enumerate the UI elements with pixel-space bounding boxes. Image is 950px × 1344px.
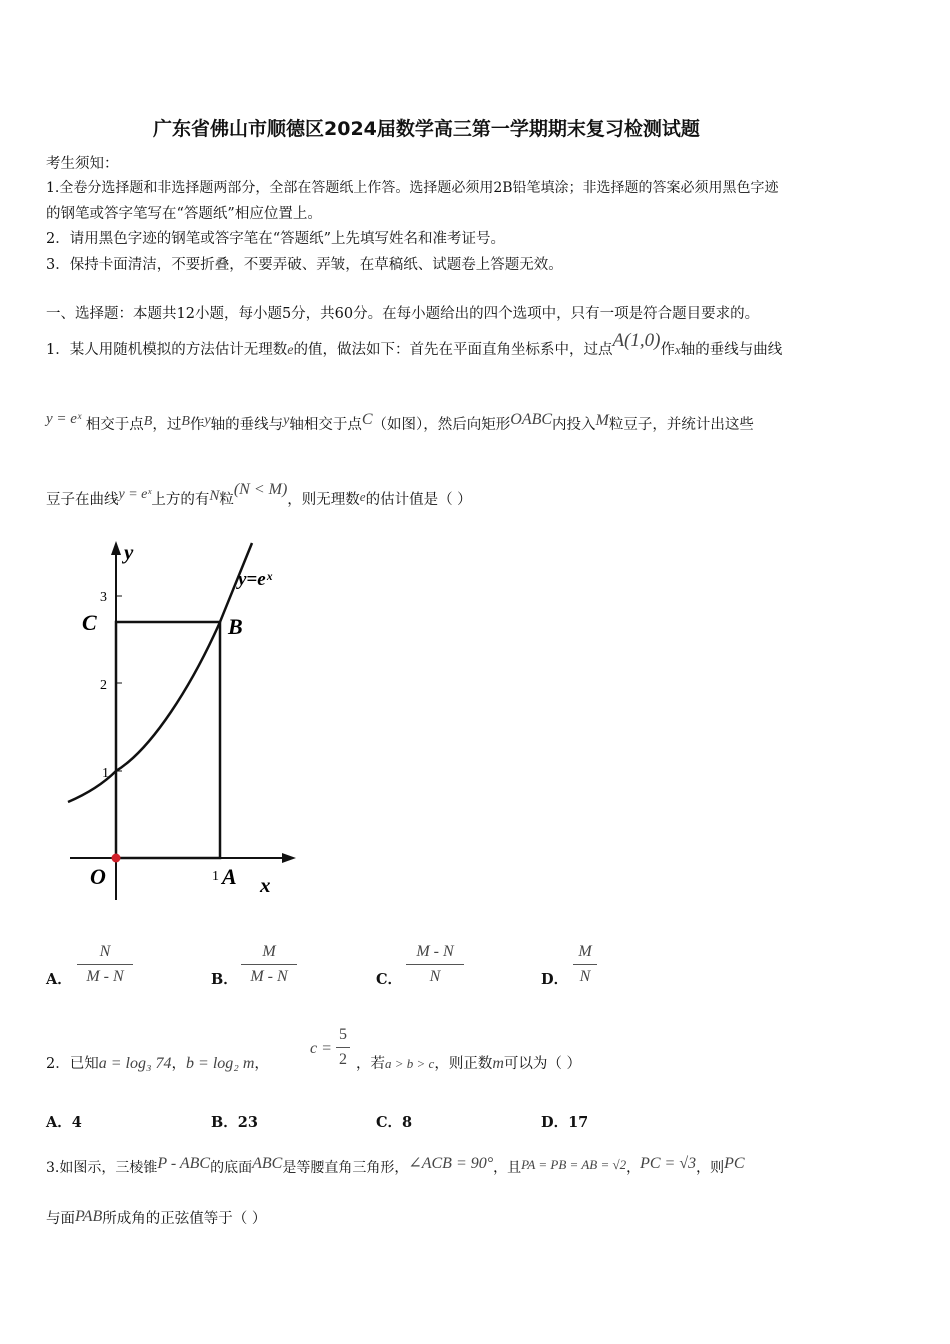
fraction-denominator: N	[429, 968, 441, 985]
q1-text: 相交于点	[85, 417, 144, 433]
q1-text: （如图），然后向矩形	[372, 417, 511, 433]
q1-option-d-label: D．	[541, 971, 569, 988]
q1-line1	[46, 330, 783, 360]
point-c-label: C	[82, 610, 97, 635]
math-lengths: PA = PB = AB = √2	[521, 1157, 627, 1172]
math-c: C	[361, 411, 373, 428]
math-oabc: OABC	[510, 411, 553, 428]
q3-text: 是等腰直角三角形，	[282, 1160, 409, 1176]
fraction-numerator: N	[99, 943, 111, 960]
option-value: 17	[568, 1114, 589, 1131]
q2-line	[46, 1052, 269, 1073]
q1-option-b-fraction	[241, 942, 297, 987]
q1-text: 作	[660, 342, 675, 358]
q2-line-cont	[356, 1052, 581, 1073]
notice-item-3: 3．保持卡面清洁，不要折叠，不要弄破、弄皱，在草稿纸、试题卷上答题无效。	[46, 257, 563, 273]
tick-label-x1: 1	[212, 869, 219, 884]
option-label: C．	[376, 1114, 403, 1131]
q3-line2	[46, 1207, 266, 1228]
q2-text: ，则正数	[434, 1056, 493, 1072]
q1-text: 轴的垂线与曲线	[680, 342, 783, 358]
q2-option-d	[541, 1111, 588, 1132]
q1-text: 1．某人用随机模拟的方法估计无理数	[46, 342, 288, 358]
fraction-denominator: M - N	[86, 968, 124, 985]
math-y: y	[204, 413, 211, 428]
q2-option-a	[46, 1111, 82, 1132]
math-x: x	[674, 342, 681, 357]
q3-line1	[46, 1157, 745, 1177]
section-heading: 一、选择题：本题共12小题，每小题5分，共60分。在每小题给出的四个选项中，只有一项是符合题目要求的。	[46, 306, 760, 322]
q2-text: 2．已知	[46, 1056, 99, 1072]
q1-text: 粒豆子，并统计出这些	[608, 417, 754, 433]
q2-c-fraction	[336, 1025, 350, 1070]
math-m: M	[595, 412, 609, 429]
math-point-a: A(1,0)	[612, 330, 661, 351]
x-axis-label: x	[260, 873, 271, 897]
math-pyramid: P - ABC	[157, 1155, 211, 1172]
q1-text: 的估计值是（ ）	[365, 492, 472, 508]
q2-text: ，	[171, 1056, 187, 1072]
math-e: e	[359, 489, 366, 504]
q3-text: 与面	[46, 1211, 75, 1227]
q1-option-d-fraction	[573, 942, 597, 987]
x-axis-arrow	[282, 853, 296, 863]
q1-line3	[46, 481, 472, 509]
q1-text: 轴的垂线与	[210, 417, 284, 433]
q3-text: 所成角的正弦值等于（ ）	[102, 1211, 267, 1227]
option-value: 23	[237, 1114, 258, 1131]
q1-text: 内投入	[552, 417, 596, 433]
q2-text: ，	[254, 1056, 269, 1072]
notice-item-2: 2．请用黑色字迹的钢笔或答字笔在“答题纸”上先填写姓名和准考证号。	[46, 231, 506, 247]
y-axis-label: y	[124, 540, 134, 564]
q1-text: 轴相交于点	[289, 417, 362, 433]
q3-text: ，则	[696, 1160, 725, 1176]
q1-text: 上方的有	[151, 492, 210, 508]
q1-text: 粒	[219, 492, 234, 508]
y-axis-arrow	[111, 541, 121, 555]
tick-label-3: 3	[100, 590, 107, 605]
math-condition: (N < M)	[233, 481, 288, 498]
page-title: 广东省佛山市顺德区2024届数学高三第一学期期末复习检测试题	[153, 118, 700, 140]
fraction-bar	[336, 1047, 350, 1048]
fraction-denominator: 2	[339, 1051, 347, 1068]
origin-dot	[112, 854, 121, 863]
q1-text: ，则无理数	[287, 492, 360, 508]
q1-option-b-label: B．	[211, 971, 238, 988]
fraction-numerator: M	[578, 943, 592, 960]
curve-label: y=eˣ	[238, 569, 273, 590]
math-b-def: b = log₂ m	[186, 1055, 255, 1072]
math-curve: y = eˣ	[46, 411, 82, 427]
option-label: B．	[211, 1114, 238, 1131]
tick-label-2: 2	[100, 678, 107, 693]
q1-figure	[62, 535, 302, 905]
option-value: 4	[71, 1114, 82, 1131]
math-e: e	[287, 343, 294, 358]
q2-option-c	[376, 1111, 412, 1132]
fraction-bar	[406, 964, 464, 965]
notice-item-1-cont: 的钢笔或答字笔写在“答题纸”相应位置上。	[46, 206, 322, 222]
fraction-bar	[77, 964, 133, 965]
exp-curve	[68, 543, 252, 802]
q3-text: 3.如图示，三棱锥	[46, 1160, 158, 1176]
q3-text: ，且	[493, 1160, 522, 1176]
q1-option-a-fraction	[77, 942, 133, 987]
math-curve: y = eˣ	[118, 487, 152, 502]
q2-text: ，若	[356, 1056, 385, 1072]
q1-text: ，过	[152, 417, 182, 433]
fraction-denominator: M - N	[250, 968, 288, 985]
math-a-def: a = log₃ 74	[98, 1055, 172, 1072]
fraction-numerator: 5	[339, 1026, 347, 1043]
fraction-bar	[241, 964, 297, 965]
math-pc-length: PC = √3	[640, 1155, 697, 1172]
q2-text: 可以为（ ）	[503, 1056, 581, 1072]
option-value: 8	[402, 1114, 413, 1131]
q1-text: 的值，做法如下：首先在平面直角坐标系中，过点	[293, 342, 613, 358]
point-o-label: O	[90, 864, 106, 889]
point-a-label: A	[222, 864, 237, 889]
q3-text: ，	[626, 1160, 641, 1176]
fraction-numerator: M	[262, 943, 276, 960]
math-c-lhs: c =	[310, 1040, 332, 1057]
math-condition: a > b > c	[385, 1056, 435, 1071]
fraction-bar	[573, 964, 597, 965]
notice-heading: 考生须知：	[46, 156, 119, 172]
option-label: D．	[541, 1114, 569, 1131]
point-b-label: B	[228, 614, 243, 639]
tick-label-1: 1	[102, 766, 109, 781]
q1-text: 作	[189, 417, 205, 433]
q1-option-a-label: A．	[46, 971, 72, 988]
notice-item-1: 1.全卷分选择题和非选择题两部分，全部在答题纸上作答。选择题必须用2B铅笔填涂；非选择题的答案必须用黑色字迹	[46, 180, 779, 196]
math-n: N	[209, 488, 220, 504]
q2-option-b	[211, 1111, 258, 1132]
q1-text: 豆子在曲线	[46, 492, 119, 508]
math-y: y	[283, 413, 290, 428]
q1-option-c-label: C．	[376, 971, 403, 988]
math-angle: ∠ACB = 90°	[408, 1155, 494, 1172]
math-pab: PAB	[75, 1208, 103, 1225]
fraction-denominator: N	[579, 968, 591, 985]
fraction-numerator: M - N	[416, 943, 454, 960]
q1-option-c-fraction	[406, 942, 464, 987]
q3-text: 的底面	[210, 1160, 253, 1176]
math-abc: ABC	[252, 1155, 283, 1172]
math-b: B	[143, 414, 153, 429]
math-b: B	[181, 414, 190, 429]
q1-line2	[46, 413, 754, 434]
math-pc: PC	[724, 1155, 745, 1172]
option-label: A．	[46, 1114, 72, 1131]
math-m: m	[492, 1055, 504, 1072]
